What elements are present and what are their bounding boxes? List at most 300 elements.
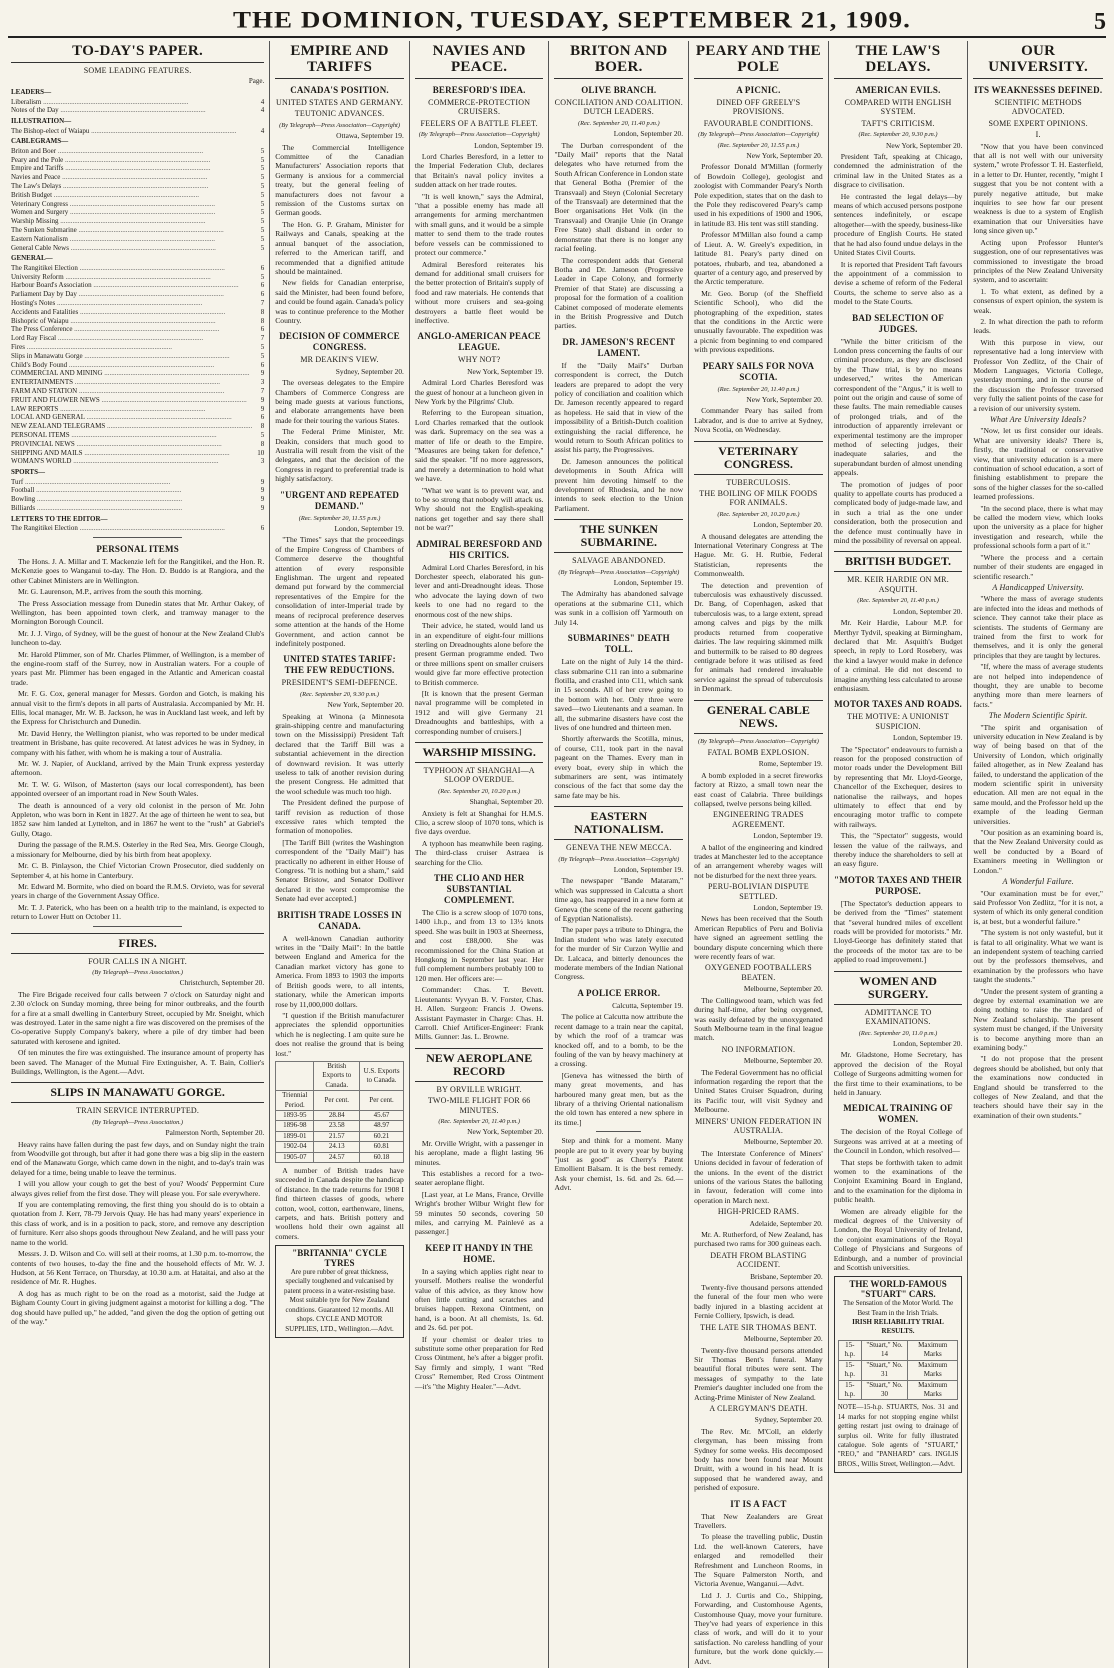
paragraph: [Geneva has witnessed the birth of many great movements, and has harboured many great men, but as the library of a thriving Oriental nationalism the old town has entered a new sphere in its time.] bbox=[554, 1070, 684, 1127]
paragraph: Mr. Keir Hardie, Labour M.P. for Merthyr Tydvil, speaking at Birmingham, declared that Mr. Asquith's Budget speech, in reply to Lord Rosebery, was the kind a lawyer would make in defence of a criminal. He did not descend to imagine anything less calculated to arouse enthusiasm. bbox=[833, 618, 963, 693]
toc-item-title: LAW REPORTS ..... bbox=[11, 405, 252, 414]
toc-item-title: Bowling ..... bbox=[11, 495, 252, 504]
paragraph: Women are already eligible for the medical degrees of the University of London, the Royal University of Ireland, the conjoint examinations of the Royal College of Physicians and Surgeons of Edinburgh, and a number of provincial and Scottish universities. bbox=[833, 1206, 963, 1273]
dateline: Rome, September 19. bbox=[758, 759, 823, 769]
article-headline: IT IS A FACT bbox=[730, 1498, 787, 1509]
toc-item bbox=[11, 334, 264, 343]
toc-item-title: Liberalism ..... bbox=[11, 98, 252, 107]
paragraph: "Where the process and a certain number of their students are engaged in scientific research." bbox=[973, 552, 1103, 581]
toc-item bbox=[11, 191, 264, 200]
toc-item bbox=[11, 235, 264, 244]
toc-item-title: Hosting's Notes ..... bbox=[11, 299, 252, 308]
article-body bbox=[275, 143, 404, 326]
article-subhead: PRESIDENT'S SEMI-DEFENCE. bbox=[281, 678, 398, 688]
cable-item-headline: ENGINEERING TRADES AGREEMENT. bbox=[713, 810, 804, 829]
paragraph: "In the second place, there is what may be called the modern view, which looks upon the university as a place for higher investigation and research, while the professional schools form a part of it." bbox=[973, 503, 1103, 551]
toc-item-title: Notes of the Day ..... bbox=[11, 106, 252, 115]
article-subhead: TRAIN SERVICE INTERRUPTED. bbox=[76, 1106, 200, 1116]
dateline: Calcutta, September 19. bbox=[612, 1000, 684, 1010]
paragraph: The Federal Prime Minister, Mr. Deakin, considers that much good to Australia will result from the visit of the delegates, and that the decision of the Congress in regard to preferential trade is highly satisfactory. bbox=[275, 427, 404, 484]
article-subhead: A Handicapped University. bbox=[992, 582, 1085, 592]
paragraph: With this purpose in view, our representative had a long interview with Professor Von Zedlitz, of the Chair of Modern Languages, Victoria College, yesterday morning, and in the course of the discussion the Professor traversed very fully the salient points of the case for a revision of our university system. bbox=[973, 337, 1103, 413]
toc-item bbox=[11, 478, 264, 487]
paragraph: [Last year, at Le Mans, France, Orville Wright's brother Wilbur Wright flew for 59 minutes 50 seconds, covering 50 miles, and carrying M. Painlevé as a passenger.] bbox=[414, 1189, 544, 1237]
paragraph: A well-known Canadian authority writes in the "Daily Mail": In the battle between England and America for the Canadian market victory has gone to America. From 1893 to 1903 the imports of British goods were, to all intents, stationary, while the American imports rose by 11,000,000 dollars. bbox=[275, 933, 404, 1009]
table-cell: 28.84 bbox=[314, 1110, 360, 1120]
table-cell: "Stuart," No. 14 bbox=[861, 1340, 907, 1360]
article-headline: ADMIRAL BERESFORD AND HIS CRITICS. bbox=[416, 538, 543, 560]
article-body bbox=[11, 1140, 264, 1327]
toc-item bbox=[11, 299, 264, 308]
toc-item-title: Women and Surgery ..... bbox=[11, 208, 252, 217]
toc-item-title: WOMAN'S WORLD ..... bbox=[11, 457, 252, 466]
paragraph: "Now, let us first consider our ideals. What are university ideals? There is, firstly, the traditional or conservative view, that university education is a mere continuation of school education, a sort of finishing establishment to prepare the sons of the higher classes for the so-called learned professions. bbox=[973, 426, 1103, 502]
paragraph: Mr. David Henry, the Wellington pianist, who was reported to be under medical treatment in Brisbane, has quite recovered. At latest advices he was in Sydney, in company with his father, with whom he is making a tour of Australia. bbox=[11, 728, 265, 757]
article-body bbox=[554, 657, 683, 800]
toc-item-page: 5 bbox=[260, 182, 265, 190]
table-header-cell: Per cent. bbox=[360, 1091, 404, 1111]
dateline: London, September 20. bbox=[613, 129, 684, 139]
article-subhead: BY ORVILLE WRIGHT. bbox=[436, 1084, 522, 1094]
toc-item-title: Football ..... bbox=[11, 486, 252, 495]
toc-item bbox=[11, 325, 264, 334]
article-headline: WARSHIP MISSING. bbox=[415, 742, 544, 763]
article-subhead: A Wonderful Failure. bbox=[1002, 877, 1074, 887]
table-cell: "Stuart," No. 31 bbox=[861, 1360, 907, 1380]
article-headline: EASTERN NATIONALISM. bbox=[554, 806, 683, 840]
dateline: Melbourne, September 20. bbox=[743, 1137, 823, 1147]
paragraph: Of ten minutes the fire was extinguished. The insurance amount of property has been saved. The Manager of the Mutual Fire Extinguisher, A. T. Bain, Collier's Buildings, Wellington, is the Agent.—Advt. bbox=[11, 1048, 265, 1076]
toc-item-title: Eastern Nationalism ..... bbox=[11, 235, 252, 244]
paragraph: Acting upon Professor Hunter's suggestion, one of our representatives was commissioned to investigate the broad principles of the New Zealand University system, and to ascertain: bbox=[973, 237, 1103, 285]
toc-item-page: 9 bbox=[260, 495, 265, 504]
toc-item-title: Harbour Board's Association ..... bbox=[11, 281, 252, 290]
paragraph: A number of British trades have succeeded in Canada despite the handicap of distance. In the trade returns for 1908 I find thirteen classes of goods, where cotton, wool, cotton, earthenware, linens, carpets, and hats. British pottery and woollens hold their own against all comers. bbox=[275, 1166, 404, 1241]
toc-item-title: The Press Conference ..... bbox=[11, 325, 252, 334]
toc-item bbox=[11, 352, 264, 361]
article-headline: ITS WEAKNESSES DEFINED. bbox=[974, 85, 1103, 95]
column-navies-and-peace bbox=[410, 41, 550, 1668]
article-body bbox=[973, 723, 1103, 876]
article-body bbox=[415, 563, 544, 736]
toc-item-title: Slips in Manawatu Gorge ..... bbox=[11, 352, 252, 361]
dateline: London, September 19. bbox=[474, 140, 544, 150]
toc-item-page: 5 bbox=[260, 146, 265, 155]
toc-item bbox=[11, 147, 264, 156]
paragraph: The Press Association message from Dunedin states that Mr. Arthur Oakey, of Wellington, has been appointed town clerk, and tramway manager to the Mornington Borough Council. bbox=[11, 598, 265, 627]
paragraph: Ltd J. J. Curtis and Co., Shipping, Forwarding, and Customhouse Agents, Customhouse Quay, move your furniture. They've had years of experience in this class of work, and will do it to your satisfaction. No careless handling of your furniture, but the work done quickly.—Advt. bbox=[694, 1590, 823, 1666]
paragraph: The Collingwood team, which was fed during half-time, after being oxygened, was easily defeated by the unoxygenated South Melbourne team in the final league match. bbox=[694, 995, 823, 1043]
paragraph: Mr. Geo. Borup (of the Sheffield Scientific School), who did the photographing of the expedition, states that the conditions in the Arctic were unusually favourable. The expedition was a picnic from beginning to end compared with previous expeditions. bbox=[694, 288, 823, 355]
dateline: New York, September 20. bbox=[885, 140, 963, 150]
paragraph: That steps be forthwith taken to admit women to the examinations of the Conjoint Examining Board in England, and to the examination for the diploma in public health. bbox=[833, 1157, 963, 1205]
paragraph: "If, where the mass of average students are not helped into independence of thought, they are unable to become anything more than mere learners of facts." bbox=[973, 662, 1103, 709]
dateline: London, September 20. bbox=[892, 606, 963, 616]
paragraph: Anxiety is felt at Shanghai for H.M.S. Clio, a screw sloop of 1070 tons, which is five days overdue. bbox=[414, 808, 544, 837]
toc-item bbox=[11, 413, 264, 422]
article-subhead: CONCILIATION AND COALITION. DUTCH LEADERS. bbox=[554, 98, 683, 117]
toc-item-page: 9 bbox=[260, 477, 265, 486]
toc-item-title: Billiards ..... bbox=[11, 504, 252, 513]
cable-item-headline: A CLERGYMAN'S DEATH. bbox=[709, 1403, 808, 1413]
wire-credit: (Rec. September 20, 10.20 p.m.) bbox=[717, 510, 800, 518]
toc-item bbox=[11, 449, 264, 458]
column-todays-paper bbox=[6, 41, 270, 1668]
toc-title: SOME LEADING FEATURES. bbox=[83, 66, 192, 75]
paragraph: Late on the night of July 14 the third-class submarine C11 ran into a submarine flotilla, and crashed into C11, which sank in 15 seconds. All of her crew going to the bottom with her. Only three were saved—two Lieutenants and a seaman. In all, the submarine disasters have cost the lives of one hundred and thirteen men. bbox=[554, 657, 684, 732]
toc-item bbox=[11, 396, 264, 405]
article-headline: FIRES. bbox=[11, 933, 264, 954]
paragraph: The paper pays a tribute to Dhingra, the Indian student who was lately executed for the murder of Sir Curzon Wyllie and Dr. Lalcaca, and bitterly denounces the moderate members of the Indian National Congress. bbox=[554, 925, 684, 982]
dateline: Christchurch, September 20. bbox=[179, 978, 265, 988]
toc-item-page: 9 bbox=[260, 503, 265, 512]
toc-item-page: 7 bbox=[260, 334, 265, 343]
dateline: Sydney, September 20. bbox=[335, 366, 404, 376]
table-row bbox=[276, 1131, 404, 1141]
article-headline: AMERICAN EVILS. bbox=[855, 85, 941, 95]
dateline: New York, September 20. bbox=[327, 700, 404, 710]
wire-credit: (Rec. September 20, 11.40 p.m.) bbox=[577, 119, 660, 127]
article-body bbox=[275, 934, 404, 1058]
toc-item-title: Briton and Boer ..... bbox=[11, 147, 252, 156]
paragraph: The Hons. J. A. Millar and T. Mackenzie left for the Rangitikei, and the Hon. R. McKenzie goes to Wanganui to-day. The Hon. D. Buddo is at Rangiora, and the other Cabinet Ministers are in Wellington. bbox=[11, 556, 265, 585]
paragraph: Professor M'Millan also found a camp of Lieut. A. W. Greely's expedition, in latitude 81. Peary's party dined on potatoes, rhubarb, and tea, abandoned a quarter of a century ago, and preserved by the Arctic temperature. bbox=[694, 230, 823, 287]
cable-item-headline: NO INFORMATION. bbox=[721, 1044, 796, 1054]
table-row bbox=[838, 1380, 958, 1400]
paragraph: Twenty-five thousand persons attended the funeral of the four men who were badly injured in a blasting accident at Fernie Colliery, Ipswich, is dead. bbox=[694, 1283, 823, 1321]
article-subhead: COMPARED WITH ENGLISH SYSTEM. bbox=[844, 98, 952, 117]
cable-item-headline: HIGH-PRICED RAMS. bbox=[717, 1207, 800, 1217]
article-body bbox=[834, 745, 963, 869]
toc-item-page: 5 bbox=[260, 164, 265, 173]
paragraph: Mr. Gladstone, Home Secretary, has approved the decision of the Royal College of Surgeons admitting women for the first time to their examinations, to be held in January. bbox=[833, 1050, 963, 1097]
article-body bbox=[834, 899, 963, 965]
toc-item-page: 10 bbox=[257, 448, 265, 457]
wire-credit: (By Telegraph—Press Association—Copyright) bbox=[558, 855, 680, 863]
article-body bbox=[415, 378, 544, 533]
paragraph: The President defined the purpose of tariff revision as reduction of those excessive rates which tempted the formation of monopolies. bbox=[275, 798, 404, 836]
toc-item-page: 8 bbox=[260, 307, 265, 316]
article-body bbox=[275, 378, 404, 483]
article-body bbox=[834, 337, 963, 546]
paragraph: Admiral Lord Charles Beresford was the guest of honour at a luncheon given in New York by the Pilgrims' Club. bbox=[414, 378, 544, 406]
paragraph: To please the travelling public, Dustin Ltd. the well-known Caterers, have enlarged and remodelled their Refreshment and Luncheon Rooms, in The Square Palmerston North, and Victoria Avenue, Wanganui.—Advt. bbox=[694, 1532, 823, 1589]
article-body bbox=[554, 589, 683, 627]
paragraph: Mr. T. W. G. Wilson, of Masterton (says our local correspondent), has been appointed overseer of an important road in New South Wales. bbox=[11, 779, 265, 799]
section-heading: PERSONAL ITEMS bbox=[96, 543, 179, 554]
paragraph: A typhoon has meanwhile been raging. The third-class cruiser Astraea is searching for the Clio. bbox=[414, 838, 544, 867]
toc-item-page: 6 bbox=[260, 325, 265, 334]
toc-item-page: 8 bbox=[260, 316, 265, 325]
table-cell: 60.21 bbox=[360, 1131, 404, 1141]
article-subhead: TYPHOON AT SHANGHAI—A SLOOP OVERDUE. bbox=[423, 765, 535, 785]
cable-item-headline: PERU-BOLIVIAN DISPUTE SETTLED. bbox=[707, 882, 809, 901]
toc-item-title: University Reform ..... bbox=[11, 273, 252, 282]
toc-item-title: ENTERTAINMENTS ..... bbox=[11, 378, 252, 387]
table-cell: 1902-04 bbox=[276, 1142, 314, 1152]
toc-item bbox=[11, 495, 264, 504]
table-header-cell bbox=[276, 1061, 314, 1090]
article-headline: BERESFORD'S IDEA. bbox=[432, 85, 526, 95]
toc-item bbox=[11, 440, 264, 449]
toc-item bbox=[11, 405, 264, 414]
table-cell: 1899-01 bbox=[276, 1131, 314, 1141]
table-cell: 60.18 bbox=[360, 1152, 404, 1162]
toc-item-page: 4 bbox=[260, 106, 265, 115]
article-subhead: TAFT'S CRITICISM. bbox=[861, 118, 935, 128]
paragraph: The detection and prevention of tuberculosis was exhaustively discussed. Dr. Bang, of Copenhagen, asked that tuberculosis was, to a large extent, spread among calves and pigs by the milk products returned from cooperative dairies. The law requiring skimmed milk and buttermilk to be raised to 80 degrees centigrade before it was utilised as feed for animals had rendered invaluable service against the spread of tuberculosis in Denmark. bbox=[694, 580, 823, 694]
article-body bbox=[415, 152, 544, 325]
paragraph: "Now that you have been convinced that all is not well with our university system," wrote Professor T. H. Easterfield, in a letter to Dr. Hunter, recently, "might I suggest that you be not content with a purely negative attitude, but make inquiries to see how far our present weakness is due to a system of English examination that our Universities have long since given up." bbox=[973, 141, 1103, 236]
cable-item-headline: THE LATE SIR THOMAS BENT. bbox=[700, 1322, 817, 1332]
paragraph: "I do not propose that the present degrees should be abolished, but only that the examinations now conducted in England should be transferred to the colleges of New Zealand, and that the teachers should have their say in the examination of their own students." bbox=[973, 1054, 1103, 1120]
article-body bbox=[554, 141, 683, 331]
dateline: Adelaide, September 20. bbox=[749, 1218, 823, 1228]
table-cell: "Stuart," No. 30 bbox=[861, 1380, 907, 1400]
article-subhead: TEUTONIC ADVANCES. bbox=[294, 109, 385, 119]
toc-item bbox=[11, 106, 264, 115]
paragraph: The Clio is a screw sloop of 1070 tons, 1400 i.h.p., and from 13 to 13½ knots speed. She was built in 1903 at Sheerness, and cost £88,000. She was recommissioned for the China Station at Hongkong in September last year. Her full complement numbers probably 100 to 120 men. Her officers are:— bbox=[414, 908, 544, 983]
column-heading: OUR UNIVERSITY. bbox=[973, 41, 1103, 79]
table-row bbox=[276, 1142, 404, 1152]
column-our-university bbox=[968, 41, 1108, 1668]
article-body bbox=[973, 594, 1103, 709]
article-subhead: What Are University Ideals? bbox=[990, 415, 1087, 424]
toc-item-page: 3 bbox=[260, 378, 265, 387]
table-cell: 1896-98 bbox=[276, 1121, 314, 1131]
cable-item-headline: OXYGENED FOOTBALLERS BEATEN. bbox=[704, 963, 812, 982]
article-headline: DR. JAMESON'S RECENT LAMENT. bbox=[562, 336, 676, 358]
table-of-contents bbox=[11, 88, 264, 533]
article-headline: VETERINARY CONGRESS. bbox=[694, 441, 823, 475]
table-cell: 24.57 bbox=[314, 1152, 360, 1162]
article-subhead: THE MOTIVE: A UNIONIST SUSPICION. bbox=[847, 712, 950, 731]
article-subhead: MR. KEIR HARDIE ON MR. ASQUITH. bbox=[847, 575, 949, 594]
article-subhead: SCIENTIFIC METHODS ADVOCATED. bbox=[994, 98, 1082, 117]
column-heading: NAVIES AND PEACE. bbox=[415, 41, 544, 79]
table-row bbox=[276, 1152, 404, 1162]
dateline: London, September 19. bbox=[753, 831, 823, 841]
toc-item bbox=[11, 290, 264, 299]
table-cell: 60.81 bbox=[360, 1142, 404, 1152]
toc-item bbox=[11, 504, 264, 513]
toc-item-page: 6 bbox=[260, 524, 265, 533]
dateline: Melbourne, September 20. bbox=[743, 1334, 823, 1344]
paragraph: It is reported that President Taft favours the appointment of a commission to devise a scheme of reform of the Federal Courts, the scheme to serve also as a model to the State Courts. bbox=[833, 259, 963, 307]
toc-item-title: The Rangitikei Election ..... bbox=[11, 264, 252, 273]
table-header-row bbox=[276, 1061, 404, 1090]
paragraph: Mr. F. G. Cox, general manager for Messrs. Gordon and Gotch, is making his annual visit to the firm's depots in all parts of Australasia. Accompanied by Mr. H. Ellis, local manager, Mr. W. B. Jackson, he was in Auckland last week, and left by the Express for Christchurch and Dunedin. bbox=[11, 689, 265, 727]
paragraph: Admiral Lord Charles Beresford, in his Dorchester speech, elaborated his gun-lever and anti-Dreadnought ideas. Those who advocate the laying down of two keels to one had no regard to the enormous cost of the new ships. bbox=[414, 562, 544, 619]
paragraph: The Interstate Conference of Miners' Unions decided in favour of federation of the unions. In the event of the district unions of the various States the balloting in favour, federation will come into operation in March next. bbox=[694, 1148, 823, 1205]
toc-item-title: Child's Body Found ..... bbox=[11, 361, 252, 370]
article-subhead: FAVOURABLE CONDITIONS. bbox=[703, 118, 814, 128]
article-headline: GENERAL CABLE NEWS. bbox=[694, 700, 823, 734]
toc-item-page: 5 bbox=[260, 430, 265, 439]
paragraph: Lord Charles Beresford, in a letter to the Imperial Federation Club, declares that Britain's naval policy invites a sudden attack on her trade routes. bbox=[414, 152, 544, 190]
dateline: London, September 20. bbox=[892, 1038, 963, 1048]
column-briton-and-boer bbox=[549, 41, 689, 1668]
paragraph: The Durban correspondent of the "Daily Mail" reports that the Natal delegates who have returned from the South African Conference in London state that General Botha (Premier of the Transvaal) and Steyn (Colonial Secretary of the Transvaal) are determined that the Boer organisations Het Volk (in the Transvaal) and Oranjie Unie (in Orange Free State) shall disband in order to demonstrate that there is no longer any racial feeling. bbox=[554, 140, 684, 254]
dateline: Palmerston North, September 20. bbox=[165, 1128, 265, 1138]
wire-credit: (Rec. September 20, 9.30 p.m.) bbox=[858, 131, 938, 139]
toc-item-title: General Cable News ..... bbox=[11, 244, 252, 253]
toc-item-page: 5 bbox=[260, 155, 265, 164]
paragraph: The Rev. Mr. M'Coll, an elderly clergyman, has been missing from Sydney for some weeks. His decomposed body has now been found near Mount Druitt, with a wound in his head. It is supposed that he wandered away, and perished of exposure. bbox=[694, 1426, 823, 1493]
toc-item-title: The Law's Delays ..... bbox=[11, 182, 252, 191]
wire-credit: (Rec. September 20, 11.55 p.m.) bbox=[298, 514, 381, 522]
wire-credit: (By Telegraph—Press Association.) bbox=[92, 968, 184, 976]
article-subhead: UNITED STATES AND GERMANY. bbox=[276, 98, 404, 107]
paragraph: "What we want is to prevent war, and to be so strong that nobody will attack us. Why should not the English-speaking nations get together and say there shall not be war?" bbox=[414, 485, 544, 533]
article-body bbox=[554, 876, 683, 981]
toc-item bbox=[11, 208, 264, 217]
ad-table bbox=[838, 1340, 959, 1400]
wire-credit: (By Telegraph—Press Association—Copyright) bbox=[279, 121, 400, 129]
wire-credit: (Rec. September 20, 10.20 p.m.) bbox=[438, 787, 521, 795]
wire-credit: (Rec. September 20, 11.55 p.m.) bbox=[717, 141, 800, 149]
article-body bbox=[415, 1139, 544, 1237]
column-heading: EMPIRE AND TARIFFS bbox=[275, 41, 404, 79]
toc-item-page: 4 bbox=[260, 97, 265, 106]
toc-item-title: Empire and Tariffs ..... bbox=[11, 164, 252, 173]
toc-item-page: 6 bbox=[260, 360, 265, 369]
toc-item-page: 9 bbox=[260, 395, 265, 404]
paragraph: In a saying which applies right near to yourself. Mothers realise the wonderful value of this advice, as they know how often little cutting and scratches and bruises happen. Rexona Ointment, on hand, is a boon. At all chemists, 1s. 6d. and 2s. 6d. per pot. bbox=[414, 1266, 544, 1333]
toc-item-page: 9 bbox=[260, 404, 265, 413]
column-empire-and-tariffs bbox=[270, 41, 410, 1668]
dateline: Melbourne, September 20. bbox=[743, 984, 823, 994]
paragraph: Mr. Harold Plimmer, son of Mr. Charles Plimmer, of Wellington, is a member of the engine-room staff of the Surrey, now in Australian waters. For a couple of years past Mr. Plimmer has been engaged in the Atlantic and American coastal trade. bbox=[11, 649, 265, 687]
paragraph: Mr. G. Laurenson, M.P., arrives from the south this morning. bbox=[18, 587, 203, 597]
ad-subheading: The Sensation of the Motor World. The Best Team in the Irish Trials. bbox=[842, 1299, 954, 1317]
article-subhead: SALVAGE ABANDONED. bbox=[572, 556, 666, 566]
paragraph: [The Spectator's deduction appears to be derived from the "Times" statement that "several hundred miles of excellent roads will be provided for motorists." Mr. Lloyd-George has definitely stated that the proceeds of the motor tax are to be applied to road improvement.] bbox=[833, 898, 963, 965]
toc-item-page: 6 bbox=[260, 413, 265, 422]
article-subhead: FOUR CALLS IN A NIGHT. bbox=[88, 956, 187, 966]
ad-subheading: IRISH RELIABILITY TRIAL RESULTS. bbox=[852, 1318, 944, 1336]
article-body bbox=[415, 908, 544, 1042]
paragraph: "It is well known," says the Admiral, "that a possible enemy has made all arrangements for arming merchantmen with small guns, and it would be a simple matter to send them to the trade routes before vessels can be commissioned to protect our commerce." bbox=[414, 191, 544, 258]
paragraph: "Our position as an examining board is, that the New Zealand University could as well be conducted by a Board of Examiners meeting in Wellington or London." bbox=[973, 828, 1103, 875]
paragraph: Mr. W. J. Napier, of Auckland, arrived by the Main Trunk express yesterday afternoon. bbox=[11, 759, 265, 778]
column-heading: BRITON AND BOER. bbox=[554, 41, 683, 79]
advertisement bbox=[834, 1276, 963, 1473]
article-body bbox=[694, 1512, 823, 1667]
wire-credit: (Rec. September 20, 9.30 p.m.) bbox=[300, 690, 380, 698]
wire-credit: (Rec. September 20, 11.40 p.m.) bbox=[717, 385, 800, 393]
toc-item-title: FARM AND STATION ..... bbox=[11, 387, 252, 396]
personal-items bbox=[11, 557, 264, 922]
paragraph: 1. To what extent, as defined by a consensus of expert opinion, the system is weak. bbox=[973, 286, 1103, 315]
paragraph: [The Tariff Bill (writes the Washington correspondent of the "Daily Mail") has practically no adherent in either House of Congress. "It is nothing but a sham," said Senator Bristow, and Senator Dolliver declared it the worst compromise the Senate had ever accepted.] bbox=[275, 837, 404, 904]
advertisement bbox=[275, 1245, 404, 1338]
paragraph: A thousand delegates are attending the International Veterinary Congress at The Hague. Mr. G. H. Rutbie, Federal Statistician, represents the Commonwealth. bbox=[694, 531, 823, 579]
toc-item-page: 6 bbox=[260, 281, 265, 290]
toc-item-title: The Sunken Submarine ..... bbox=[11, 226, 252, 235]
toc-item bbox=[11, 343, 264, 352]
paragraph: Professor Donald M'Millan (formerly of Bowdoin College), geologist and zoologist with Commander Peary's North Pole expedition, states that on the dash to the Pole they rediscovered Peary's camp used in his expeditions of 1900 and 1906, in latitude 83. His tent was still standing. bbox=[694, 162, 823, 228]
paragraph: New fields for Canadian enterprise, said the Minister, had been found before, and could be found again. Canada's policy was to continue preference to the Mother Country. bbox=[275, 278, 404, 325]
toc-page-label: Page. bbox=[248, 77, 265, 86]
article-body bbox=[694, 406, 823, 434]
toc-item-page: 3 bbox=[260, 457, 265, 466]
paragraph: I will you allow your cough to get the best of you? Woods' Peppermint Cure always gives relief from the first dose. They will please you. For sale everywhere. bbox=[11, 1179, 265, 1198]
toc-item-page: 5 bbox=[260, 342, 265, 351]
toc-item-page: 5 bbox=[260, 208, 265, 217]
article-subhead: FEELERS OF A BATTLE FLEET. bbox=[420, 118, 538, 128]
cable-item-headline: FATAL BOMB EXPLOSION. bbox=[707, 747, 810, 757]
toc-item-title: Turf ..... bbox=[11, 478, 252, 487]
toc-item-title: Veterinary Congress ..... bbox=[11, 200, 252, 209]
paragraph: The Hon. G. P. Graham, Minister for Railways and Canals, speaking at the annual banquet of the association, referred to the American tariff, and recommended that a dignified attitude should be maintained. bbox=[275, 219, 404, 276]
toc-item-title: COMMERCIAL AND MINING ..... bbox=[11, 369, 252, 378]
paragraph: "Our examination must be for ever," said Professor Von Zedlitz, "for it is not, a system of which its only general condition is, at best, but a wonderful failure." bbox=[973, 888, 1103, 926]
toc-section: GENERAL— bbox=[11, 254, 53, 263]
dateline: Melbourne, September 20. bbox=[743, 1056, 823, 1066]
paragraph: Mr. T. J. Paterick, who has been on a health trip to the mainland, is expected to return to Lower Hutt on October 11. bbox=[11, 902, 265, 922]
paragraph: During the passage of the R.M.S. Osterley in the Red Sea, Mrs. George Clough, a missionary for Melbourne, died by his birth from heat apoplexy. bbox=[11, 840, 265, 859]
article-headline: THE CLIO AND HER SUBSTANTIAL COMPLEMENT. bbox=[433, 873, 525, 906]
article-subhead: TWO-MILE FLIGHT FOR 66 MINUTES. bbox=[427, 1096, 531, 1115]
article-headline: A PICNIC. bbox=[736, 85, 781, 95]
toc-item-page: 5 bbox=[260, 243, 265, 252]
paragraph: The promotion of judges of poor quality to appellate courts has produced a complicated body of judge-made law, and in such a trial as the one under consideration, both the prosecution and the defence must continually have in mind the possibility of reversal on appeal. bbox=[833, 479, 963, 546]
dateline: New York, September 20. bbox=[746, 394, 823, 404]
table-row bbox=[276, 1110, 404, 1120]
article-headline: A POLICE ERROR. bbox=[577, 987, 661, 998]
paragraph: The decision of the Royal College of Surgeons was arrived at at a meeting of the Council in London, which resolved— bbox=[833, 1127, 963, 1156]
paragraph: News has been received that the South American Republics of Peru and Bolivia have signed an agreement settling the boundary dispute concerning which there were recently fears of war. bbox=[694, 914, 823, 962]
article-headline: KEEP IT HANDY IN THE HOME. bbox=[425, 1242, 534, 1264]
paragraph: Mr. J. J. Virgo, of Sydney, will be the guest of honour at the New Zealand Club's luncheon to-day. bbox=[11, 628, 265, 648]
toc-section: CABLEGRAMS— bbox=[11, 137, 69, 146]
wire-credit: (By Telegraph—Press Association.) bbox=[92, 1118, 184, 1126]
toc-item bbox=[11, 524, 264, 533]
toc-item bbox=[11, 244, 264, 253]
toc-item bbox=[11, 422, 264, 431]
paragraph: Their advice, he stated, would land us in an expenditure of eight-four millions sterling on Dreadnoughts alone before the present German programme ended. Two or three millions spent on smaller cruisers would give far more effective protection to British commerce. bbox=[414, 621, 544, 687]
toc-item-page: 5 bbox=[260, 173, 265, 182]
toc-item-title: Warship Missing ..... bbox=[11, 217, 252, 226]
paragraph: He contrasted the legal delays—by means of which accused persons postpone sentences indefinitely, or escape altogether—with the speedy, business-like procedure of English Courts. He stated that he had also found undue delays in the United States Civil Courts. bbox=[833, 191, 963, 258]
toc-item-title: SHIPPING AND MAILS ..... bbox=[11, 449, 252, 458]
toc-item-page: 5 bbox=[260, 217, 265, 226]
table-header-cell: British Exports to Canada. bbox=[314, 1061, 360, 1090]
toc-item-page: 8 bbox=[260, 422, 265, 431]
article-headline: WOMEN AND SURGERY. bbox=[834, 971, 963, 1005]
column-laws-delays bbox=[829, 41, 969, 1668]
toc-item-title: Peary and the Pole ..... bbox=[11, 156, 252, 165]
toc-item bbox=[11, 273, 264, 282]
article-subhead: DINED OFF GREELY'S PROVISIONS. bbox=[716, 98, 801, 117]
toc-item-page: 9 bbox=[260, 369, 265, 378]
table-cell: 15-h.p. bbox=[838, 1360, 861, 1380]
article-body bbox=[415, 809, 544, 867]
advertisement: Step and think for a moment. Many people are put to it every year by buying "just as good" as Cherry's Patent Emollient Balsam. It is the best remedy. Ask your chemist, 1s. 6d. and 2s. 6d.—Advt. bbox=[554, 1136, 684, 1193]
toc-item bbox=[11, 281, 264, 290]
dateline: London, September 19. bbox=[613, 865, 684, 874]
article-body bbox=[973, 142, 1103, 413]
paragraph: If the "Daily Mail's" Durban correspondent is correct, the Dutch leaders are prepared to adopt the very policy of conciliation and coalition which Dr. Jameson recently appeared to regard as hopeless. He said that in view of the impossibility of a British-Dutch coalition extinguishing the racial difference, he would return to South African politics to assist his party, the Progressives. bbox=[554, 360, 684, 455]
table-row bbox=[838, 1360, 958, 1380]
article-subhead: The Modern Scientific Spirit. bbox=[988, 711, 1088, 721]
toc-item-title: PROVINCIAL NEWS ..... bbox=[11, 440, 252, 449]
paragraph: Dr. Jameson announces the political developments in South Africa will prevent him devoting himself to the development of Rhodesia, and he now intends to seek election to the Union Parliament. bbox=[554, 456, 684, 513]
toc-item bbox=[11, 361, 264, 370]
cable-news-list bbox=[694, 748, 823, 1493]
article-subhead: SOME EXPERT OPINIONS. bbox=[988, 118, 1088, 128]
